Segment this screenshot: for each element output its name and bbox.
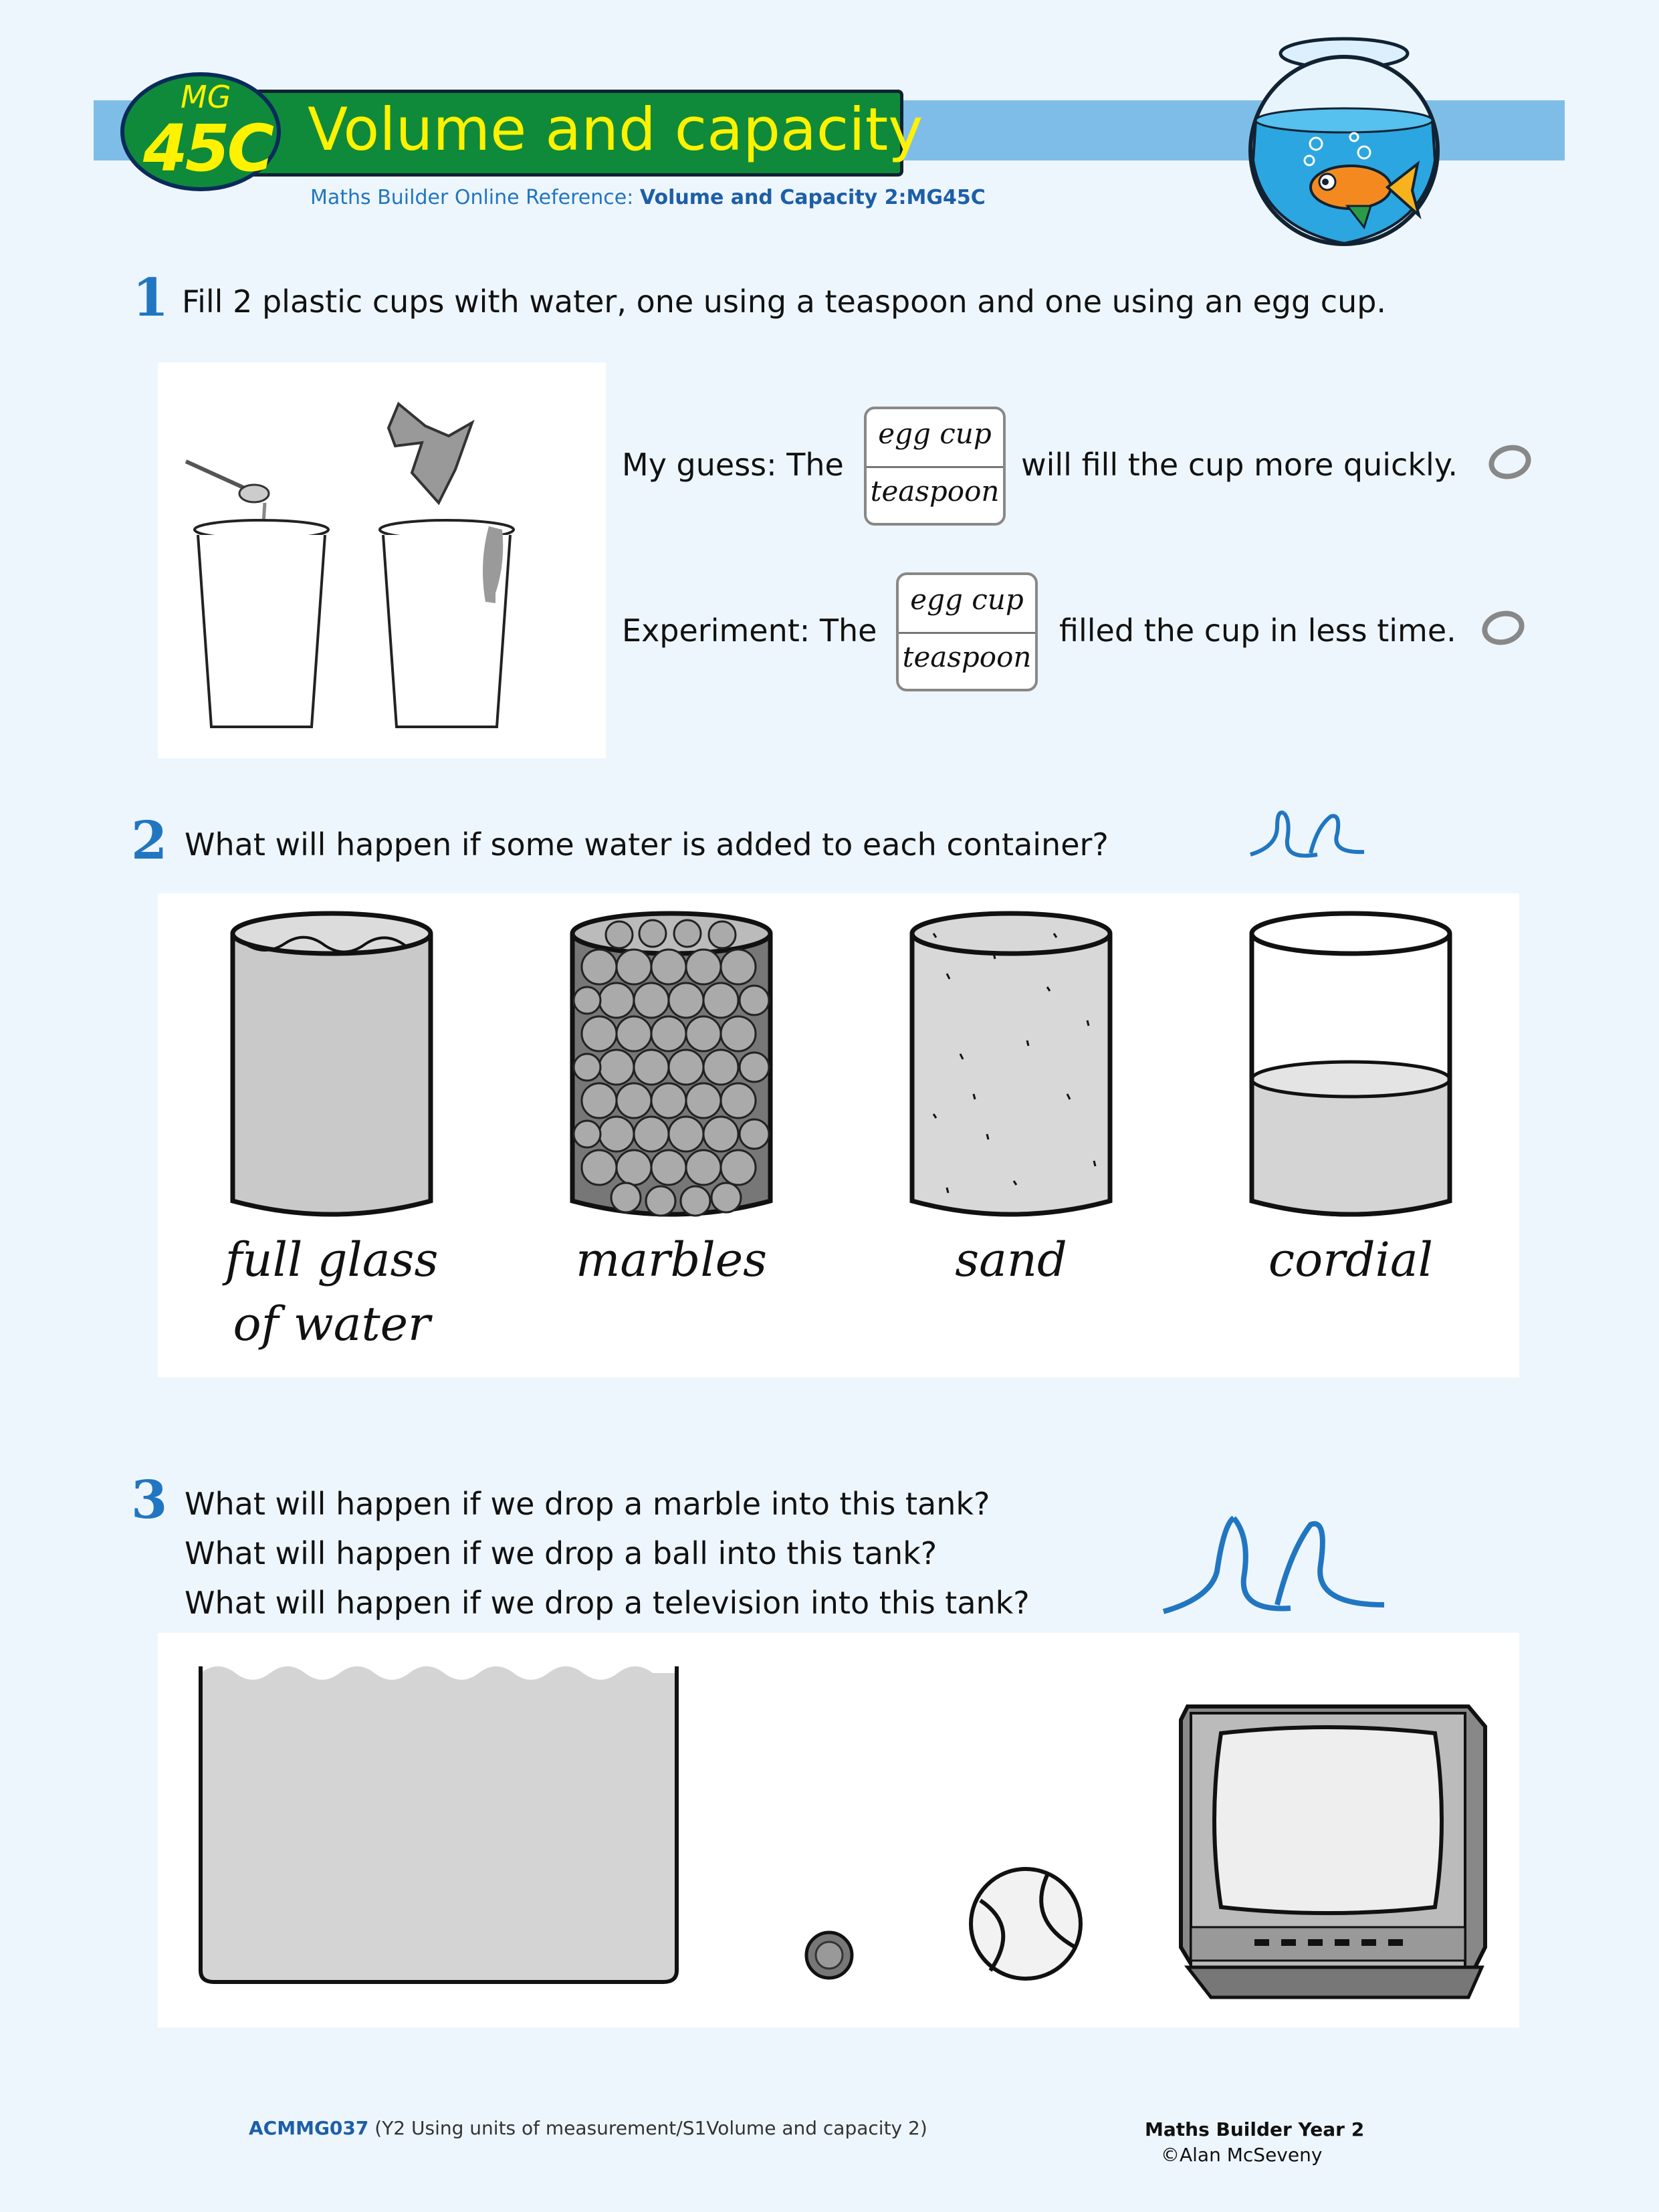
ball-icon: [971, 1869, 1081, 1979]
question-3-line-2: What will happen if we drop a ball into this tank?: [185, 1535, 937, 1571]
question-3-number: 3: [131, 1470, 168, 1531]
marbles-container: [572, 913, 770, 1216]
experiment-option-teaspoon[interactable]: teaspoon: [902, 641, 1032, 673]
full-glass-container: [233, 913, 431, 1214]
question-2-text: What will happen if some water is added to each container?: [185, 826, 1109, 863]
guess-suffix: will fill the cup more quickly.: [1021, 447, 1458, 483]
badge-strand: MG: [181, 79, 231, 115]
container-label-marbles: marbles: [575, 1232, 768, 1287]
container-label-line: full glass: [225, 1232, 439, 1287]
tank-panel: [158, 1633, 1519, 2027]
experiment-choice-box[interactable]: [896, 572, 1038, 691]
guess-answer-oval[interactable]: [1485, 441, 1535, 484]
container-label-cordial: cordial: [1268, 1232, 1434, 1287]
choice-divider: [867, 466, 1003, 468]
cups-illustration-panel: [158, 362, 606, 758]
choice-divider: [899, 632, 1035, 634]
reference-value: Volume and Capacity 2:MG45C: [639, 186, 986, 209]
container-label-line: of water: [233, 1297, 431, 1351]
worms-icon: [1237, 800, 1371, 867]
plastic-cup-left: [195, 520, 328, 727]
question-1-number: 1: [132, 267, 169, 328]
page-title: Volume and capacity: [308, 95, 923, 164]
experiment-answer-oval[interactable]: [1478, 606, 1529, 650]
containers-panel: [158, 893, 1519, 1377]
question-3-line-1: What will happen if we drop a marble into this tank?: [185, 1486, 990, 1522]
television-icon: [1181, 1706, 1485, 1997]
copyright: ©Alan McSeveny: [1161, 2144, 1323, 2166]
experiment-option-egg-cup[interactable]: egg cup: [910, 583, 1024, 616]
online-reference: [310, 186, 986, 209]
containers-illustration: [158, 893, 1519, 1268]
guess-choice-box[interactable]: [864, 407, 1006, 526]
water-tank: [201, 1666, 677, 1982]
guess-prefix: My guess: The: [622, 447, 844, 483]
reference-label: Maths Builder Online Reference:: [310, 186, 634, 209]
container-label-full-glass: [205, 1228, 459, 1356]
sand-container: [912, 913, 1110, 1214]
guess-option-egg-cup[interactable]: egg cup: [878, 417, 992, 450]
experiment-suffix: filled the cup in less time.: [1059, 613, 1456, 649]
tank-illustration: [158, 1633, 1519, 2027]
experiment-prefix: Experiment: The: [622, 613, 877, 649]
cordial-container: [1252, 913, 1450, 1214]
curriculum-descriptor: (Y2 Using units of measurement/S1Volume and capacity 2): [374, 2117, 927, 2139]
book-title: Maths Builder Year 2: [1145, 2118, 1365, 2140]
curriculum-code: ACMMG037: [249, 2117, 369, 2139]
plastic-cup-right: [380, 520, 514, 727]
cups-illustration: [158, 362, 606, 758]
question-1-text: Fill 2 plastic cups with water, one using a teaspoon and one using an egg cup.: [182, 284, 1387, 320]
egg-cup-icon: [389, 404, 472, 503]
container-label-sand: sand: [955, 1232, 1067, 1287]
guess-option-teaspoon[interactable]: teaspoon: [870, 475, 1000, 508]
question-2-number: 2: [131, 810, 168, 871]
badge-number: 45C: [143, 111, 272, 186]
marble-icon: [806, 1932, 852, 1978]
question-3-line-3: What will happen if we drop a television into this tank?: [185, 1585, 1030, 1621]
curriculum-footer: [249, 2117, 927, 2139]
worms-icon-large: [1150, 1498, 1391, 1618]
fishbowl-illustration: [1237, 27, 1451, 247]
